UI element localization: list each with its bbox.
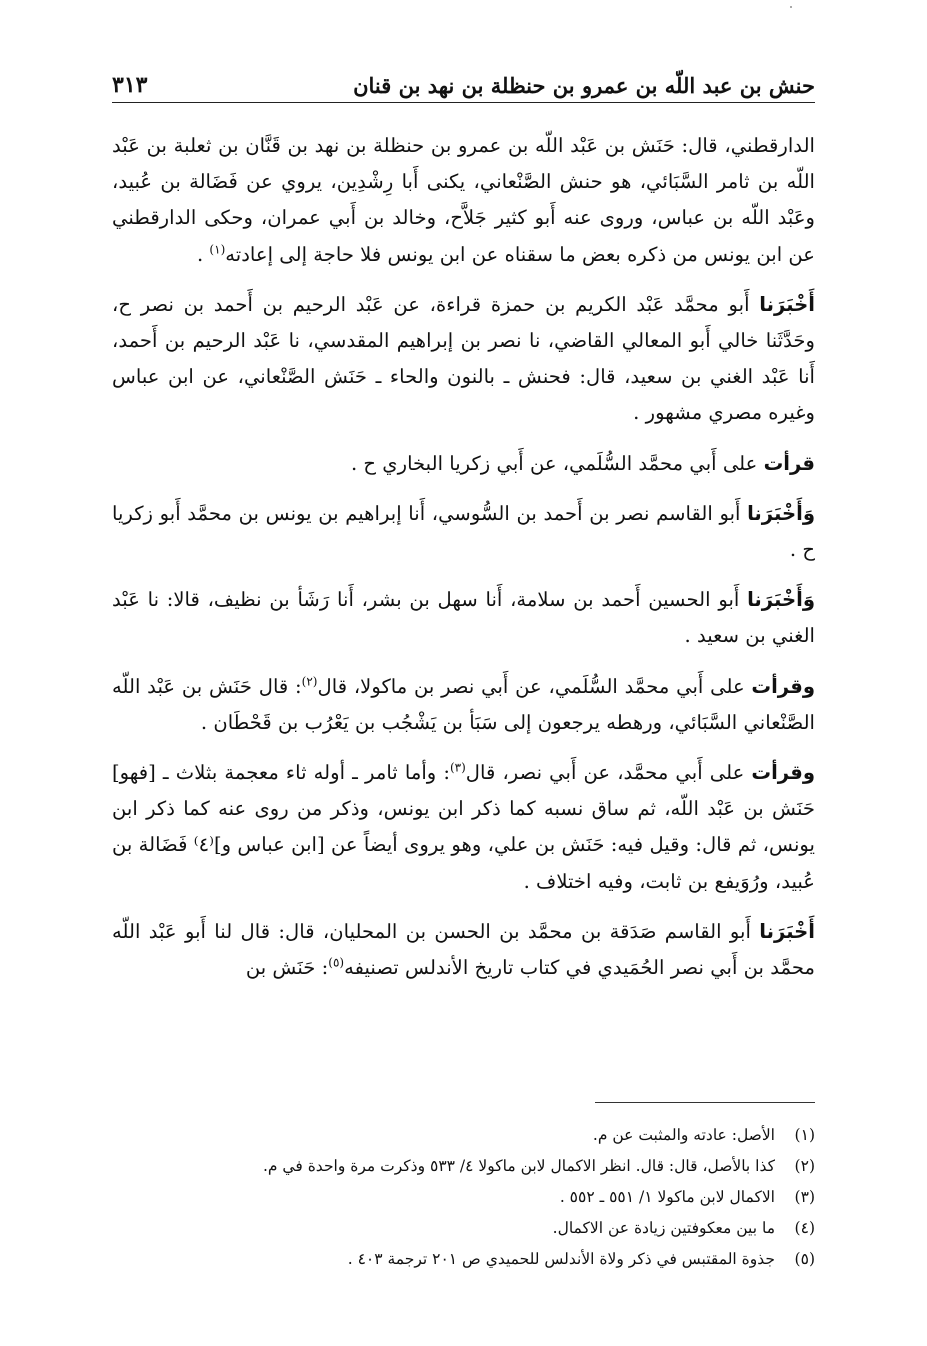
paragraph-text: أَبو محمَّد عَبْد الكريم بن حمزة قراءة، عن عَبْد الرحيم بن أَحمد بن نصر ح، وحَدَّثَنا خالي أَبو المعالي القاضي، نا نصر بن إبراهيم المقدسي، نا عَبْد الرحيم بن أَحمد، أَنا عَبْد الغني بن سعيد، قال: فحنش ـ بالنون والحاء ـ حَنَش الصَّنْعاني، عن ابن عباس وغيره مصري مشهور . <box>112 292 815 425</box>
footnote-number: (٢) <box>794 1157 815 1175</box>
footnote-number: (٥) <box>794 1250 815 1268</box>
footnote-text: الاكمال لابن ماكولا ١/ ٥٥١ ـ ٥٥٢ . <box>559 1188 775 1206</box>
paragraph <box>112 755 815 900</box>
paragraph-tail: : وأما ثامر ـ أوله ثاء معجمة بثلاث ـ [فهو] حَنَش بن عَبْد اللّه، ثم ساق نسبه كما ذكر ابن يونس، وذكر من روى عنه كما ذكر ابن يونس، ثم قال: وقيل فيه: حَنَش بن علي، وهو يروى أيضاً عن [ابن عباس و]⁽٤⁾ فَضَالة بن عُبيد، ورُوَيفع بن ثابت، وفيه اختلاف . <box>112 761 815 893</box>
paragraph-text: على أَبي محمَّد السُّلَمي، عن أَبي زكريا البخاري ح . <box>350 451 764 475</box>
footnote-text: كذا بالأصل، قال: قال. انظر الاكمال لابن ماكولا ٤/ ٥٣٣ وذكرت مرة واحدة في م. <box>262 1157 775 1175</box>
paragraph <box>112 446 815 482</box>
paragraph-tail: . <box>196 242 210 266</box>
paragraph <box>112 287 815 432</box>
scan-speck <box>790 6 792 8</box>
running-title: حنش بن عبد اللّه بن عمرو بن حنظلة بن نهد بن قنان <box>353 73 815 98</box>
footnote <box>112 1182 815 1213</box>
footnote-ref: (٢) <box>301 674 318 689</box>
footnote-number: (٣) <box>794 1188 815 1206</box>
paragraph <box>112 669 815 741</box>
paragraph-lead: وَأَخْبَرَنا <box>747 588 815 612</box>
footnote-text: ما بين معكوفتين زيادة عن الاكمال. <box>552 1219 775 1237</box>
footnote-text: الأصل: عادته والمثبت عن م. <box>592 1126 775 1144</box>
paragraph-text: على أَبي محمَّد، عن أَبي نصر، قال <box>465 761 752 785</box>
paragraph <box>112 128 815 273</box>
paragraph <box>112 582 815 654</box>
page-number: ٣١٣ <box>112 72 148 98</box>
footnote <box>112 1151 815 1182</box>
paragraph-lead: أَخْبَرَنا <box>759 919 815 943</box>
footnote <box>112 1244 815 1275</box>
paragraph-lead: أَخْبَرَنا <box>759 292 815 316</box>
footnote-number: (١) <box>794 1126 815 1144</box>
footnote-divider <box>595 1102 815 1103</box>
footnote-ref: (١) <box>209 242 226 257</box>
paragraph-text: أَبو القاسم صَدَقة بن محمَّد بن الحسن بن المحليان، قال: قال لنا أَبو عَبْد اللّه محمَّد بن أَبي نصر الحُمَيدي في كتاب تاريخ الأندلس تصنيفه <box>112 919 815 980</box>
paragraph-tail: : قال حَنَش بن عَبْد اللّه الصَّنْعاني السَّبَائي، ورهطه يرجعون إلى سَبَأ بن يَشْجُب بن يَعْرُب بن قَحْطَان . <box>112 674 815 734</box>
main-text <box>112 128 815 1000</box>
paragraph-text: أَبو الحسين أَحمد بن سلامة، أَنا سهل بن بشر، أَنا رَشَأ بن نظيف، قالا: نا عَبْد الغني بن سعيد . <box>112 588 815 648</box>
paragraph <box>112 914 815 986</box>
paragraph-lead: وقرأت <box>751 761 816 785</box>
footnote-ref: (٣) <box>449 760 466 775</box>
paragraph-text: على أَبي محمَّد السُّلَمي، عن أَبي نصر بن ماكولا، قال <box>317 674 752 698</box>
paragraph-text: الدارقطني، قال: حَنَش بن عَبْد اللّه بن عمرو بن حنظلة بن نهد بن قَنَّان بن ثعلبة بن عَبْد اللّه بن ثامر السَّبَائي، هو حنش الصَّنْعاني، يكنى أَبا رِشْدِين، يروي عن فَضَالة بن عُبيد، وعَبْد اللّه بن عباس، وروى عنه أَبو كثير جَلاَّح، وخالد بن أَبي عمران، وحكى الدارقطني عن ابن يونس من ذكره بعض ما سقناه عن ابن يونس فلا حاجة إلى إعادته <box>112 134 815 266</box>
footnote <box>112 1213 815 1244</box>
paragraph-lead: وقرأت <box>751 674 816 698</box>
paragraph-tail: : حَنَش بن <box>245 956 329 980</box>
footnote <box>112 1120 815 1151</box>
footnote-number: (٤) <box>794 1219 815 1237</box>
paragraph-text: أَبو القاسم نصر بن أَحمد بن السُّوسي، أَنا إبراهيم بن يونس بن محمَّد أَبو زكريا ح . <box>112 501 815 562</box>
paragraph <box>112 496 815 568</box>
page-header <box>112 58 815 103</box>
footnotes <box>112 1120 815 1275</box>
paragraph-lead: وَأَخْبَرَنا <box>747 501 815 525</box>
footnote-text: جذوة المقتبس في ذكر ولاة الأندلس للحميدي ص ٢٠١ ترجمة ٤٠٣ . <box>347 1250 775 1268</box>
footnote-ref: (٥) <box>328 955 345 970</box>
paragraph-lead: قرأت <box>763 451 815 475</box>
